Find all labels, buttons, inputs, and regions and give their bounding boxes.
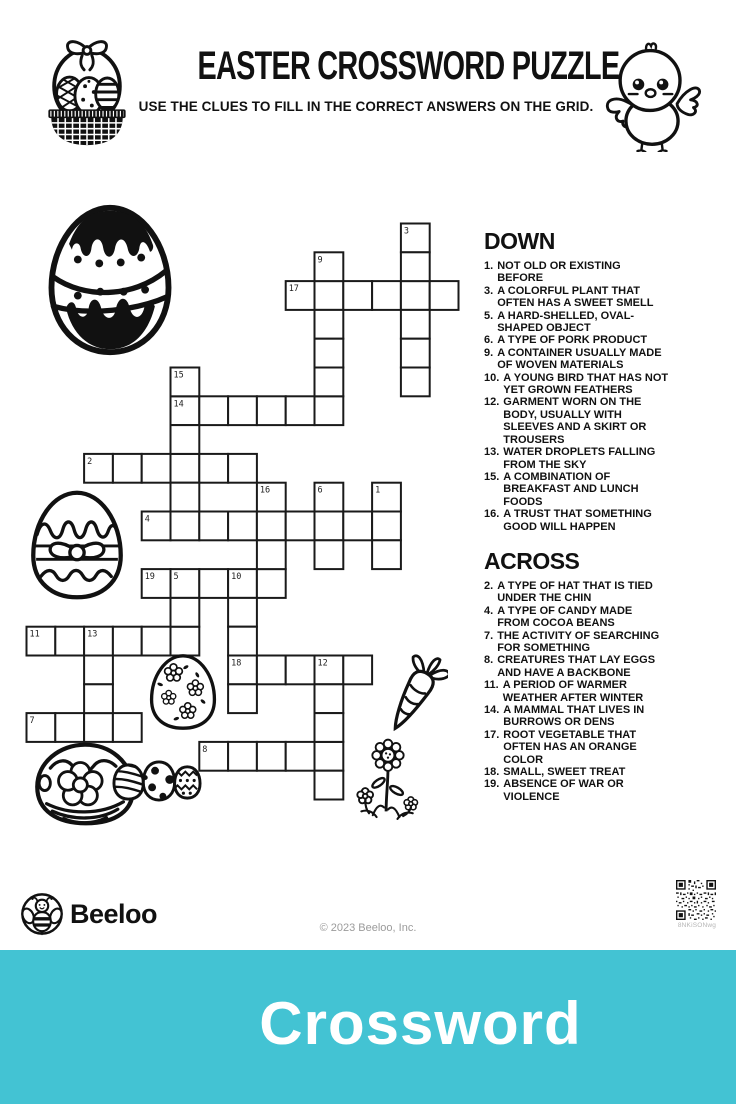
clue-text: A TYPE OF PORK PRODUCT — [497, 334, 648, 347]
cell-number: 9 — [317, 254, 323, 265]
grid-cell[interactable] — [84, 713, 113, 742]
grid-cell[interactable] — [314, 540, 343, 569]
grid-cell[interactable] — [55, 626, 84, 655]
clue-number: 2. — [484, 579, 494, 592]
clue-text: A TYPE OF CANDY MADE FROM COCOA BEANS — [497, 604, 633, 630]
grid-cell[interactable] — [256, 540, 285, 569]
grid-cell[interactable] — [285, 741, 314, 770]
clue-item — [484, 704, 734, 729]
across-heading: ACROSS — [484, 547, 580, 574]
cell-number: 16 — [259, 485, 270, 496]
clue-number: 6. — [484, 334, 494, 347]
small-eggs-icon — [112, 758, 202, 803]
grid-cell[interactable] — [112, 626, 141, 655]
grid-cell[interactable] — [400, 367, 429, 396]
clue-text: THE ACTIVITY OF SEARCHING FOR SOMETHING — [497, 629, 660, 654]
chick-icon — [596, 40, 708, 152]
grid-cell[interactable] — [343, 655, 372, 684]
grid-cell[interactable] — [256, 569, 285, 598]
grid-cell[interactable] — [55, 713, 84, 742]
clue-number: 1. — [484, 260, 494, 272]
grid-cell[interactable] — [228, 626, 257, 655]
grid-cell[interactable] — [372, 540, 401, 569]
cell-number: 2 — [86, 456, 92, 467]
clue-number: 18. — [484, 766, 500, 779]
grid-cell[interactable] — [112, 713, 141, 742]
grid-cell[interactable] — [314, 338, 343, 367]
grid-cell[interactable] — [170, 511, 199, 540]
across-clues — [484, 580, 734, 803]
grid-cell[interactable] — [199, 511, 228, 540]
clue-text: NOT OLD OR EXISTING BEFORE — [497, 260, 621, 285]
clue-text: CREATURES THAT LAY EGGS AND HAVE A BACKBONE — [497, 654, 656, 679]
cell-number: 8 — [201, 744, 207, 755]
grid-cell[interactable] — [256, 741, 285, 770]
cell-number: 4 — [144, 514, 150, 524]
clue-text: SMALL, SWEET TREAT — [503, 766, 626, 779]
grid-cell[interactable] — [372, 281, 401, 310]
grid-cell[interactable] — [141, 626, 170, 655]
clue-number: 12. — [484, 396, 500, 409]
clue-number: 19. — [484, 778, 500, 791]
grid-cell[interactable] — [372, 511, 401, 540]
cell-number: 17 — [288, 283, 299, 294]
cell-number: 6 — [317, 485, 323, 496]
bow-egg-icon — [26, 487, 128, 603]
grid-cell[interactable] — [228, 741, 257, 770]
grid-cell[interactable] — [170, 597, 199, 626]
clue-item — [484, 778, 734, 803]
clue-item — [484, 396, 734, 446]
bottom-banner — [0, 950, 736, 1104]
clue-number: 4. — [484, 604, 494, 617]
clue-number: 7. — [484, 629, 494, 642]
grid-cell[interactable] — [228, 511, 257, 540]
clue-item — [484, 729, 734, 766]
grid-cell[interactable] — [84, 655, 113, 684]
cell-number: 19 — [144, 571, 155, 582]
clue-text: ROOT VEGETABLE THAT OFTEN HAS AN ORANGE COLOR — [503, 728, 637, 766]
cell-number: 10 — [230, 571, 241, 582]
grid-cell[interactable] — [228, 597, 257, 626]
cell-number: 14 — [173, 398, 184, 409]
grid-cell[interactable] — [141, 453, 170, 482]
down-clues — [484, 260, 734, 533]
decorated-egg-icon — [44, 201, 176, 359]
cell-number: 13 — [86, 629, 97, 640]
grid-cell[interactable] — [314, 309, 343, 338]
grid-cell[interactable] — [228, 684, 257, 713]
grid-cell[interactable] — [314, 770, 343, 799]
clue-number: 17. — [484, 728, 500, 741]
grid-cell[interactable] — [314, 713, 343, 742]
clue-item — [484, 310, 734, 335]
grid-cell[interactable] — [400, 309, 429, 338]
grid-cell[interactable] — [285, 511, 314, 540]
clue-item — [484, 446, 734, 471]
cell-number: 15 — [173, 370, 184, 380]
grid-cell[interactable] — [314, 396, 343, 425]
clue-number: 14. — [484, 704, 500, 716]
clue-item — [484, 580, 734, 605]
grid-cell[interactable] — [314, 741, 343, 770]
clue-text: A HARD-SHELLED, OVAL-SHAPED OBJECT — [497, 309, 635, 335]
clue-item — [484, 508, 734, 533]
easter-basket-icon — [36, 36, 138, 148]
clue-item — [484, 654, 734, 679]
clue-number: 8. — [484, 654, 494, 667]
page-subtitle: USE THE CLUES TO FILL IN THE CORRECT ANSWERS ON THE GRID. — [138, 99, 594, 114]
grid-cell[interactable] — [170, 453, 199, 482]
grid-cell[interactable] — [228, 396, 257, 425]
clues-panel — [484, 228, 734, 803]
clue-text: A TRUST THAT SOMETHING GOOD WILL HAPPEN — [503, 508, 652, 533]
grid-cell[interactable] — [285, 655, 314, 684]
qr-code-label: 8NKiSONwg — [677, 922, 717, 929]
cell-number: 18 — [230, 658, 241, 668]
qr-block — [676, 880, 718, 929]
clue-number: 13. — [484, 446, 500, 459]
clue-item — [484, 605, 734, 630]
grid-cell[interactable] — [314, 511, 343, 540]
grid-cell[interactable] — [170, 482, 199, 511]
clue-number: 3. — [484, 284, 494, 297]
clue-text: A COLORFUL PLANT THAT OFTEN HAS A SWEET SMELL — [497, 284, 654, 310]
clue-text: A PERIOD OF WARMER WEATHER AFTER WINTER — [502, 679, 644, 704]
clue-item — [484, 766, 734, 778]
clue-text: ABSENCE OF WAR OR VIOLENCE — [503, 778, 624, 803]
clue-number: 16. — [484, 508, 500, 521]
clue-text: A TYPE OF HAT THAT IS TIED UNDER THE CHIN — [497, 579, 653, 605]
page-title: EASTER CROSSWORD PUZZLE — [197, 44, 620, 88]
grid-cell[interactable] — [429, 281, 458, 310]
clue-item — [484, 347, 734, 372]
copyright-text: © 2023 Beeloo, Inc. — [319, 922, 417, 934]
grid-cell[interactable] — [199, 569, 228, 598]
clue-item — [484, 471, 734, 508]
grid-cell[interactable] — [170, 626, 199, 655]
clue-item — [484, 285, 734, 310]
grid-cell[interactable] — [400, 338, 429, 367]
clue-number: 5. — [484, 309, 494, 322]
grid-cell[interactable] — [256, 511, 285, 540]
cell-number: 11 — [29, 629, 40, 640]
cell-number: 1 — [374, 485, 380, 496]
cell-number: 3 — [403, 226, 409, 236]
clue-text: A YOUNG BIRD THAT HAS NOT YET GROWN FEATHERS — [503, 371, 669, 397]
clue-text: A MAMMAL THAT LIVES IN BURROWS OR DENS — [503, 704, 645, 729]
grid-cell[interactable] — [314, 367, 343, 396]
clue-text: GARMENT WORN ON THE BODY, USUALLY WITH SLEEVES AND A SKIRT OR TROUSERS — [503, 396, 647, 446]
clue-text: A COMBINATION OF BREAKFAST AND LUNCH FOODS — [503, 470, 639, 508]
grid-cell[interactable] — [228, 453, 257, 482]
grid-cell[interactable] — [199, 396, 228, 425]
grid-cell[interactable] — [343, 511, 372, 540]
grid-cell[interactable] — [314, 281, 343, 310]
grid-cell[interactable] — [84, 684, 113, 713]
grid-cell[interactable] — [285, 396, 314, 425]
grid-cell[interactable] — [256, 655, 285, 684]
clue-number: 15. — [484, 470, 500, 483]
grid-cell[interactable] — [400, 281, 429, 310]
grid-cell[interactable] — [314, 684, 343, 713]
grid-cell[interactable] — [199, 453, 228, 482]
clue-text: A CONTAINER USUALLY MADE OF WOVEN MATERIALS — [497, 346, 662, 372]
grid-cell[interactable] — [112, 453, 141, 482]
cell-number: 12 — [317, 658, 328, 668]
clue-number: 11. — [484, 679, 499, 692]
grid-cell[interactable] — [343, 281, 372, 310]
grid-cell[interactable] — [170, 425, 199, 454]
clue-item — [484, 260, 734, 285]
brand-name: Beeloo — [70, 898, 158, 929]
clue-item — [484, 334, 734, 346]
carrot-icon — [382, 648, 448, 742]
cell-number: 7 — [29, 715, 35, 726]
clue-number: 10. — [484, 371, 500, 384]
clue-item — [484, 630, 734, 655]
clue-text: WATER DROPLETS FALLING FROM THE SKY — [503, 446, 656, 471]
clue-number: 9. — [484, 346, 494, 359]
qr-code-icon — [676, 880, 716, 920]
clue-item — [484, 372, 734, 397]
down-heading: DOWN — [484, 228, 555, 254]
grid-cell[interactable] — [256, 396, 285, 425]
flower-bush-icon — [350, 737, 426, 823]
flower-egg-icon — [147, 652, 219, 732]
cell-number: 5 — [173, 571, 179, 582]
header — [132, 44, 620, 114]
banner-title: Crossword — [259, 989, 582, 1057]
clue-item — [484, 679, 734, 704]
grid-cell[interactable] — [400, 252, 429, 281]
